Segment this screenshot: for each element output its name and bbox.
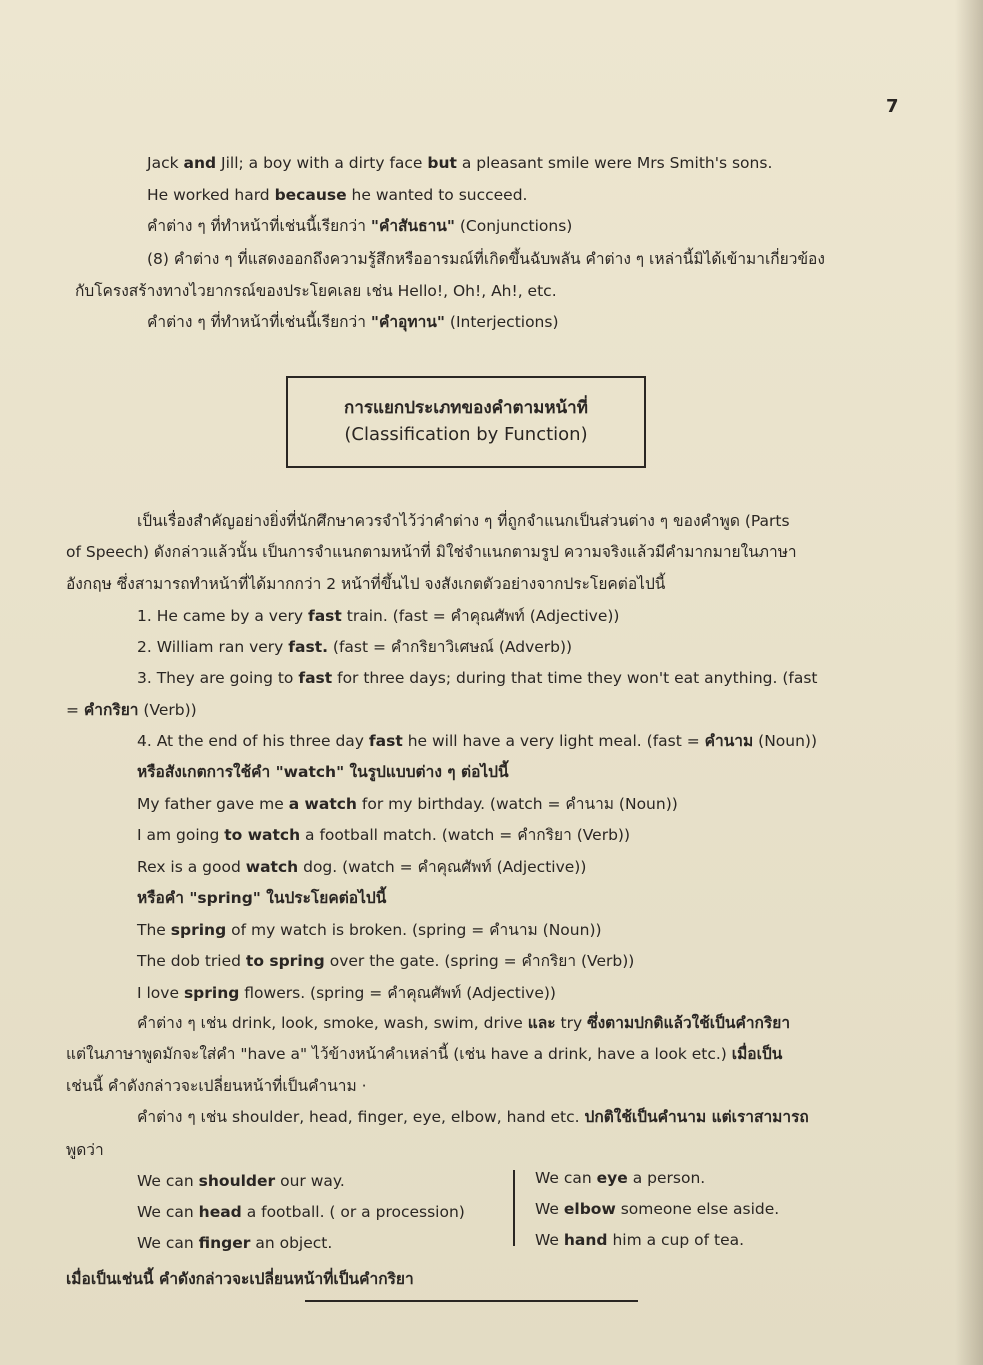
example-left-3: We can finger an object.	[137, 1234, 333, 1252]
para-line-2: of Speech) ดังกล่าวแล้วนั้น เป็นการจำแนกตามหน้าที่ มิใช่จำแนกตามรูป ความจริงแล้วมีคำมากมายในภาษา	[66, 543, 797, 561]
column-divider	[513, 1170, 515, 1246]
example-right-3: We hand him a cup of tea.	[535, 1231, 745, 1249]
section-title-box	[286, 376, 646, 468]
closing-line: เมื่อเป็นเช่นนี้ คำดังกล่าวจะเปลี่ยนหน้าที่เป็นคำกริยา	[66, 1270, 414, 1288]
spring-sentence-1: The spring of my watch is broken. (spring = คำนาม (Noun))	[137, 921, 602, 939]
intro-line-6: คำต่าง ๆ ที่ทำหน้าที่เช่นนี้เรียกว่า "คำอุทาน" (Interjections)	[147, 313, 559, 331]
intro-line-2: He worked hard because he wanted to succeed.	[147, 186, 528, 204]
fast-example-3-cont: = คำกริยา (Verb))	[66, 701, 197, 719]
para-line-3: อังกฤษ ซึ่งสามารถทำหน้าที่ได้มากกว่า 2 หน้าที่ขึ้นไป จงสังเกตตัวอย่างจากประโยคต่อไปนี้	[66, 575, 666, 593]
have-a-line-1: คำต่าง ๆ เช่น drink, look, smoke, wash, swim, drive และ try ซึ่งตามปกติแล้วใช้เป็นคำกริยา	[137, 1014, 791, 1032]
section-title-thai: การแยกประเภทของคำตามหน้าที่	[344, 398, 588, 418]
watch-heading: หรือสังเกตการใช้คำ "watch" ในรูปแบบต่าง ๆ ต่อไปนี้	[137, 763, 509, 781]
have-a-line-3: เช่นนี้ คำดังกล่าวจะเปลี่ยนหน้าที่เป็นคำนาม ·	[66, 1077, 367, 1095]
example-left-2: We can head a football. ( or a procession)	[137, 1203, 465, 1221]
fast-example-2: 2. William ran very fast. (fast = คำกริยาวิเศษณ์ (Adverb))	[137, 638, 573, 656]
watch-sentence-3: Rex is a good watch dog. (watch = คำคุณศัพท์ (Adjective))	[137, 858, 587, 876]
fast-example-4: 4. At the end of his three day fast he will have a very light meal. (fast = คำนาม (Noun))	[137, 732, 818, 750]
example-left-1: We can shoulder our way.	[137, 1172, 345, 1190]
example-right-1: We can eye a person.	[535, 1169, 706, 1187]
page-number: 7	[886, 96, 899, 117]
intro-line-3: คำต่าง ๆ ที่ทำหน้าที่เช่นนี้เรียกว่า "คำสันธาน" (Conjunctions)	[147, 217, 573, 235]
spring-heading: หรือคำ "spring" ในประโยคต่อไปนี้	[137, 889, 387, 907]
watch-sentence-2: I am going to watch a football match. (watch = คำกริยา (Verb))	[137, 826, 630, 844]
page-edge-shadow	[955, 0, 983, 1365]
intro-line-4: (8) คำต่าง ๆ ที่แสดงออกถึงความรู้สึกหรืออารมณ์ที่เกิดขึ้นฉับพลัน คำต่าง ๆ เหล่านี้มิได้เข้ามาเกี่ยวข้อง	[147, 250, 825, 268]
section-title-english: (Classification by Function)	[344, 424, 588, 445]
bottom-rule	[305, 1300, 638, 1302]
fast-example-1: 1. He came by a very fast train. (fast = คำคุณศัพท์ (Adjective))	[137, 607, 620, 625]
have-a-line-2: แต่ในภาษาพูดมักจะใส่คำ "have a" ไว้ข้างหน้าคำเหล่านี้ (เช่น have a drink, have a look etc.) เมื่อเป็น	[66, 1045, 783, 1063]
fast-example-3: 3. They are going to fast for three days; during that time they won't eat anything. (fast	[137, 669, 818, 687]
body-parts-line-1: คำต่าง ๆ เช่น shoulder, head, finger, eye, elbow, hand etc. ปกติใช้เป็นคำนาม แต่เราสามารถ	[137, 1108, 809, 1126]
body-parts-line-2: พูดว่า	[66, 1141, 104, 1159]
example-right-2: We elbow someone else aside.	[535, 1200, 780, 1218]
intro-line-5: กับโครงสร้างทางไวยากรณ์ของประโยคเลย เช่น Hello!, Oh!, Ah!, etc.	[75, 282, 557, 300]
intro-line-1: Jack and Jill; a boy with a dirty face but a pleasant smile were Mrs Smith's sons.	[147, 154, 773, 172]
para-line-1: เป็นเรื่องสำคัญอย่างยิ่งที่นักศึกษาควรจำไว้ว่าคำต่าง ๆ ที่ถูกจำแนกเป็นส่วนต่าง ๆ ของคำพูด (Parts	[137, 512, 790, 530]
watch-sentence-1: My father gave me a watch for my birthday. (watch = คำนาม (Noun))	[137, 795, 678, 813]
spring-sentence-2: The dob tried to spring over the gate. (spring = คำกริยา (Verb))	[137, 952, 635, 970]
spring-sentence-3: I love spring flowers. (spring = คำคุณศัพท์ (Adjective))	[137, 984, 556, 1002]
